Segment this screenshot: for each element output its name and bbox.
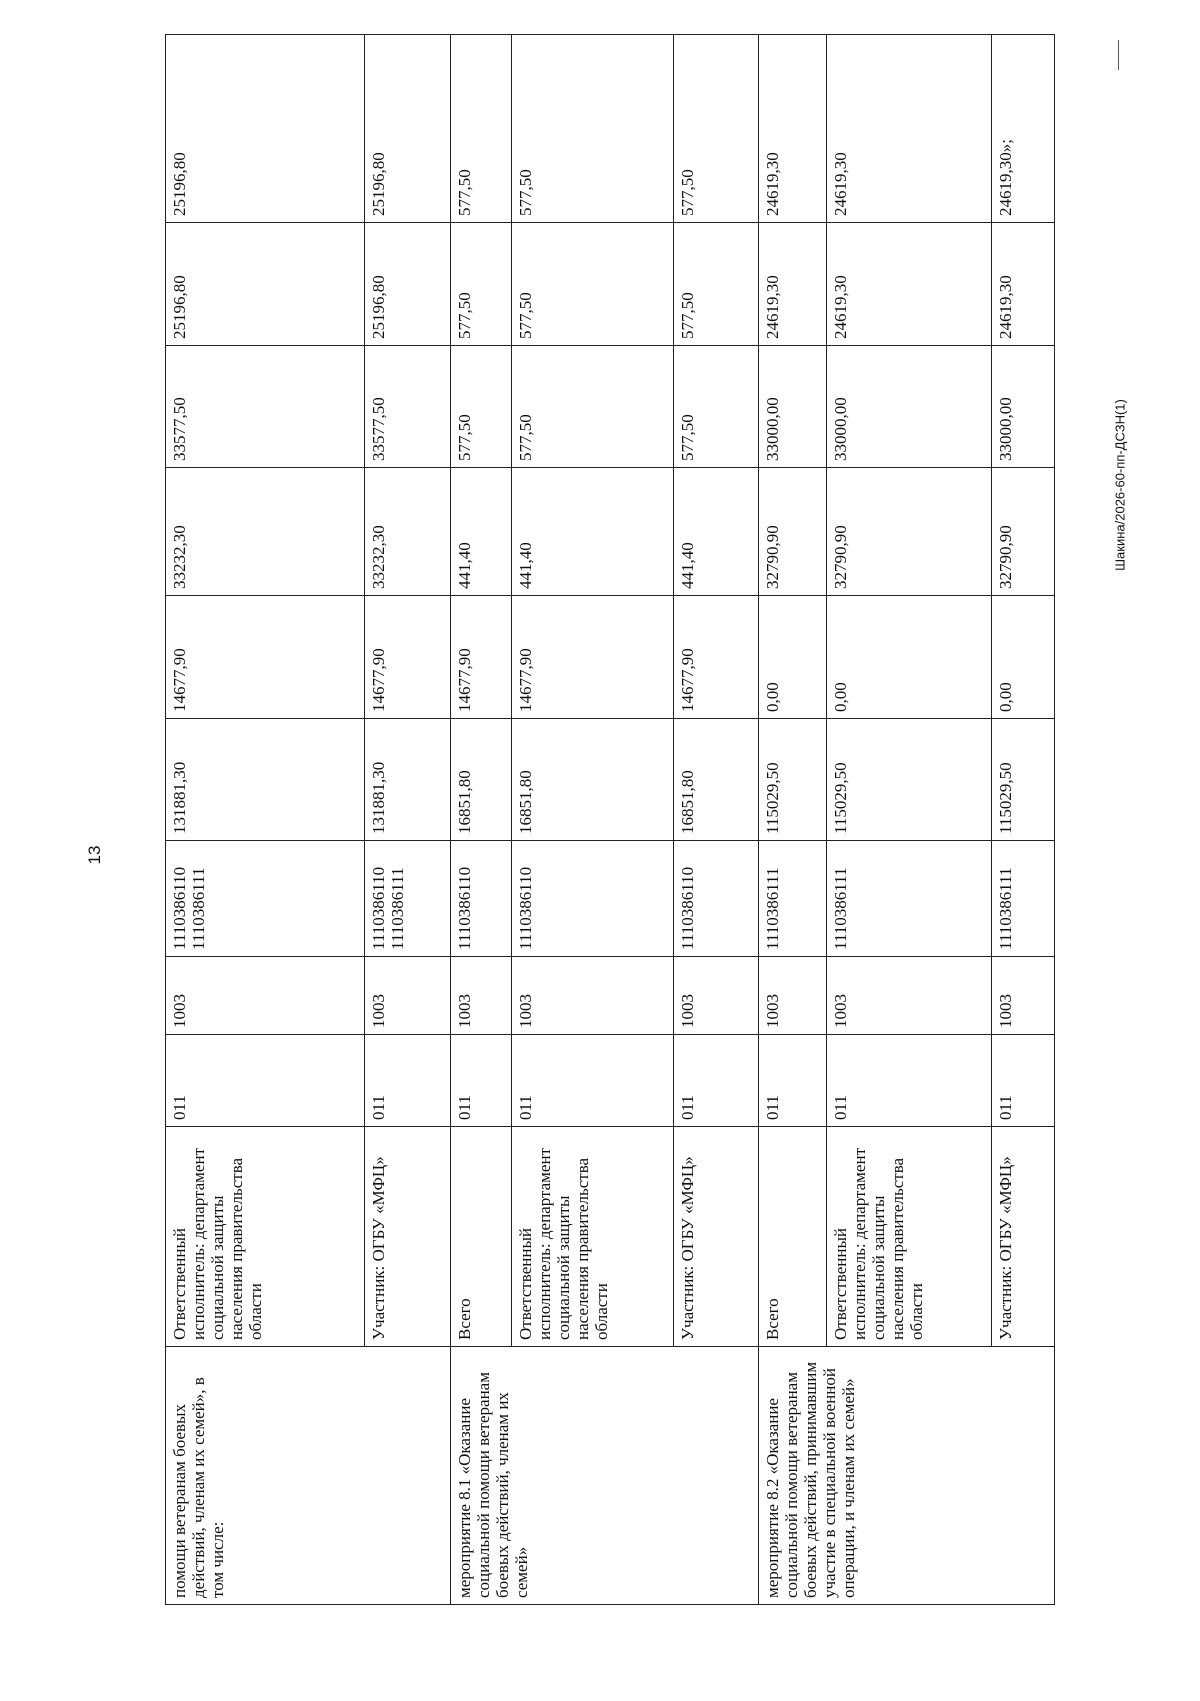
footer-code-text: Шакина/2026-60-пп-ДСЗН(1) bbox=[1112, 399, 1128, 571]
code-cell: 1110386111 bbox=[991, 841, 1054, 957]
role-cell: Всего bbox=[451, 1127, 511, 1347]
value-cell: 131881,30 bbox=[364, 719, 450, 841]
measure-cell: помощи ветеранам боевых действий, членам их семей», в том числе: bbox=[166, 1347, 451, 1605]
table-row bbox=[451, 35, 511, 1605]
role-cell: Всего bbox=[758, 1127, 827, 1347]
value-cell: 14677,90 bbox=[511, 596, 673, 719]
code-cell: 1003 bbox=[451, 957, 511, 1035]
value-cell: 32790,90 bbox=[758, 468, 827, 596]
code-cell: 011 bbox=[364, 1035, 450, 1127]
value-cell: 16851,80 bbox=[673, 719, 758, 841]
code-cell: 1110386110 bbox=[511, 841, 673, 957]
role-cell: Участник: ОГБУ «МФЦ» bbox=[991, 1127, 1054, 1347]
value-cell: 577,50 bbox=[511, 223, 673, 346]
footer-code bbox=[1105, 245, 1135, 725]
value-cell: 14677,90 bbox=[364, 596, 450, 719]
value-cell: 24619,30 bbox=[758, 35, 827, 223]
value-cell: 115029,50 bbox=[758, 719, 827, 841]
value-cell: 25196,80 bbox=[364, 35, 450, 223]
value-cell: 24619,30 bbox=[758, 223, 827, 346]
value-cell: 14677,90 bbox=[166, 596, 365, 719]
code-cell: 1110386110 bbox=[673, 841, 758, 957]
value-cell: 16851,80 bbox=[451, 719, 511, 841]
value-cell: 441,40 bbox=[673, 468, 758, 596]
value-cell: 33000,00 bbox=[827, 346, 992, 468]
table-row bbox=[166, 35, 365, 1605]
value-cell: 441,40 bbox=[451, 468, 511, 596]
code-cell: 1003 bbox=[364, 957, 450, 1035]
code-cell: 1003 bbox=[991, 957, 1054, 1035]
code-cell: 1110386110 1110386111 bbox=[364, 841, 450, 957]
value-cell: 33232,30 bbox=[166, 468, 365, 596]
code-cell: 1110386111 bbox=[827, 841, 992, 957]
code-cell: 011 bbox=[511, 1035, 673, 1127]
value-cell: 577,50 bbox=[673, 35, 758, 223]
value-cell: 14677,90 bbox=[451, 596, 511, 719]
value-cell: 33000,00 bbox=[991, 346, 1054, 468]
value-cell: 577,50 bbox=[451, 35, 511, 223]
code-cell: 011 bbox=[451, 1035, 511, 1127]
value-cell: 14677,90 bbox=[673, 596, 758, 719]
value-cell: 131881,30 bbox=[166, 719, 365, 841]
role-cell: Ответственный исполнитель: департамент социальной защиты населения правительства области bbox=[511, 1127, 673, 1347]
value-cell: 33577,50 bbox=[166, 346, 365, 468]
budget-table bbox=[165, 34, 1055, 1605]
value-cell: 25196,80 bbox=[166, 35, 365, 223]
value-cell: 25196,80 bbox=[364, 223, 450, 346]
code-cell: 011 bbox=[673, 1035, 758, 1127]
measure-cell: мероприятие 8.1 «Оказание социальной помощи ветеранам боевых действий, членам их семей» bbox=[451, 1347, 758, 1605]
value-cell: 441,40 bbox=[511, 468, 673, 596]
code-cell: 1110386110 bbox=[451, 841, 511, 957]
code-cell: 1003 bbox=[758, 957, 827, 1035]
measure-cell: мероприятие 8.2 «Оказание социальной помощи ветеранам боевых действий, принимавшим участие в специальной военной операции, и членам их семей» bbox=[758, 1347, 1054, 1605]
footer-rule bbox=[1118, 40, 1119, 70]
code-cell: 011 bbox=[991, 1035, 1054, 1127]
code-cell: 011 bbox=[166, 1035, 365, 1127]
value-cell: 32790,90 bbox=[827, 468, 992, 596]
value-cell: 577,50 bbox=[673, 223, 758, 346]
value-cell: 32790,90 bbox=[991, 468, 1054, 596]
value-cell: 33000,00 bbox=[758, 346, 827, 468]
value-cell: 24619,30 bbox=[991, 223, 1054, 346]
value-cell: 24619,30 bbox=[827, 35, 992, 223]
value-cell: 33232,30 bbox=[364, 468, 450, 596]
value-cell: 577,50 bbox=[673, 346, 758, 468]
value-cell: 0,00 bbox=[827, 596, 992, 719]
value-cell: 33577,50 bbox=[364, 346, 450, 468]
value-cell: 577,50 bbox=[511, 346, 673, 468]
rotated-table-container bbox=[165, 35, 1055, 1605]
value-cell: 115029,50 bbox=[827, 719, 992, 841]
page-number: 13 bbox=[85, 845, 104, 865]
code-cell: 1003 bbox=[511, 957, 673, 1035]
role-cell: Ответственный исполнитель: департамент социальной защиты населения правительства области bbox=[166, 1127, 365, 1347]
value-cell: 24619,30»; bbox=[991, 35, 1054, 223]
value-cell: 0,00 bbox=[758, 596, 827, 719]
code-cell: 1003 bbox=[673, 957, 758, 1035]
value-cell: 115029,50 bbox=[991, 719, 1054, 841]
role-cell: Участник: ОГБУ «МФЦ» bbox=[673, 1127, 758, 1347]
value-cell: 577,50 bbox=[451, 346, 511, 468]
code-cell: 011 bbox=[758, 1035, 827, 1127]
role-cell: Участник: ОГБУ «МФЦ» bbox=[364, 1127, 450, 1347]
value-cell: 577,50 bbox=[511, 35, 673, 223]
role-cell: Ответственный исполнитель: департамент социальной защиты населения правительства области bbox=[827, 1127, 992, 1347]
value-cell: 25196,80 bbox=[166, 223, 365, 346]
value-cell: 16851,80 bbox=[511, 719, 673, 841]
value-cell: 0,00 bbox=[991, 596, 1054, 719]
code-cell: 1110386110 1110386111 bbox=[166, 841, 365, 957]
table-row bbox=[758, 35, 827, 1605]
value-cell: 24619,30 bbox=[827, 223, 992, 346]
value-cell: 577,50 bbox=[451, 223, 511, 346]
code-cell: 011 bbox=[827, 1035, 992, 1127]
code-cell: 1003 bbox=[166, 957, 365, 1035]
code-cell: 1110386111 bbox=[758, 841, 827, 957]
code-cell: 1003 bbox=[827, 957, 992, 1035]
